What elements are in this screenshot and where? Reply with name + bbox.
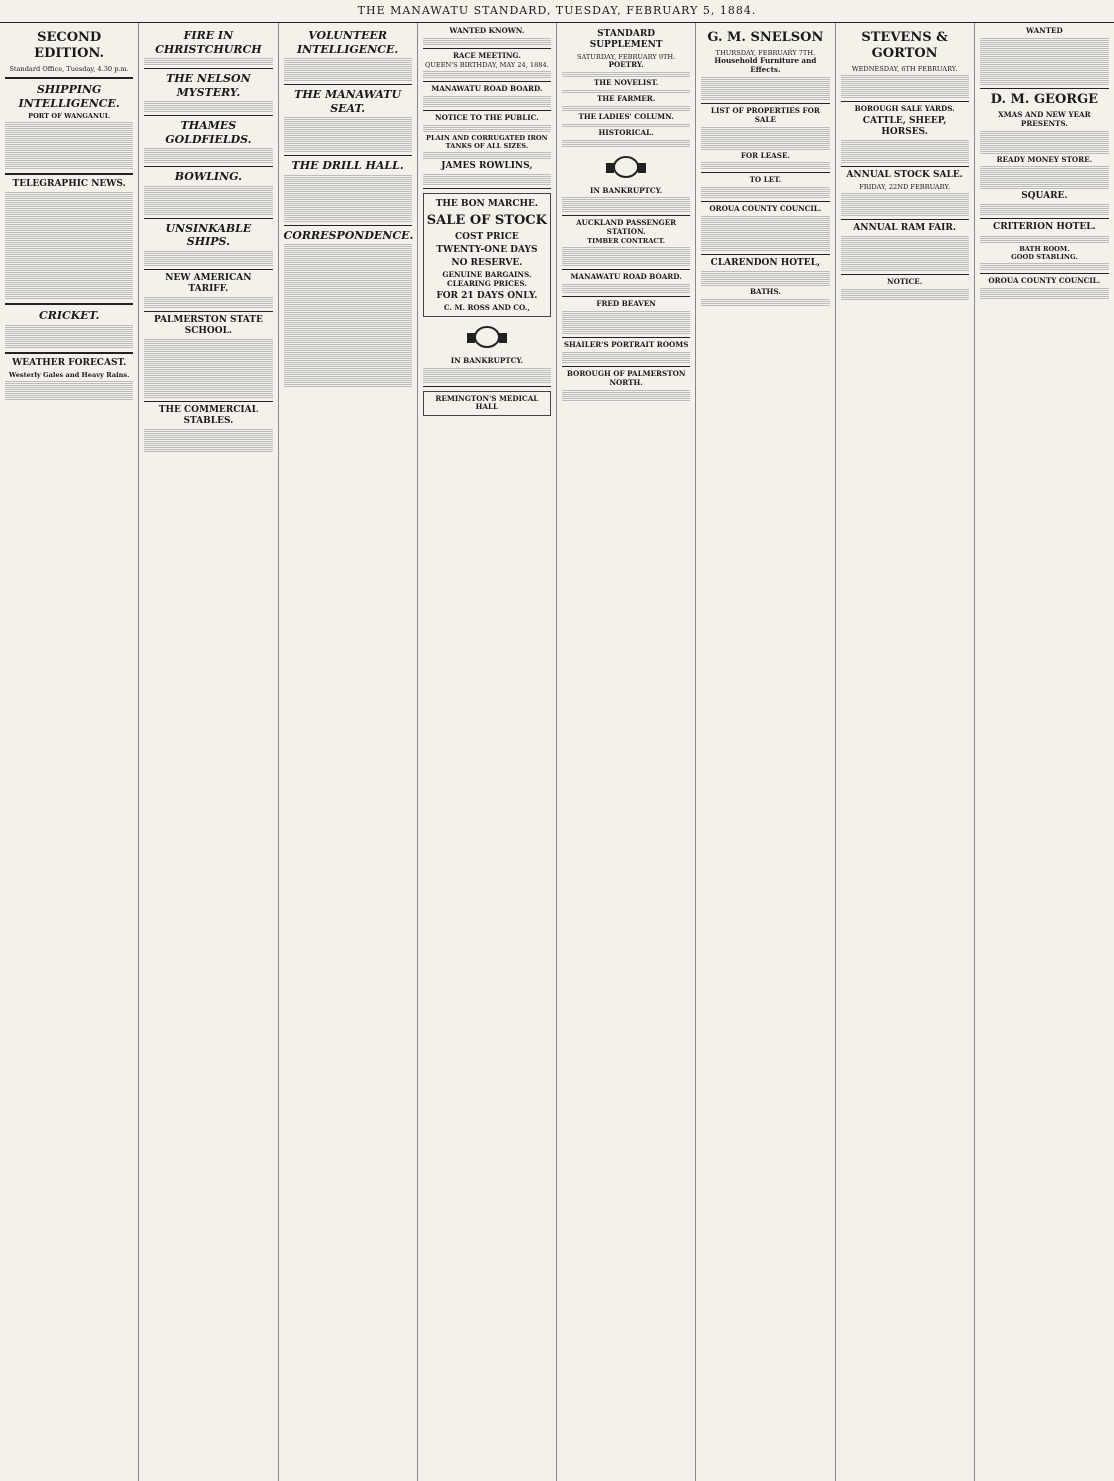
divider <box>5 77 133 79</box>
wanted-heading-8: WANTED <box>1025 26 1063 35</box>
clearing-prices: CLEARING PRICES. <box>447 278 527 288</box>
ross-name: C. M. ROSS AND CO., <box>443 302 530 312</box>
column-5 <box>557 23 696 1481</box>
oroua-heading-8: OROUA COUNTY COUNCIL. <box>988 275 1101 285</box>
thames-heading: THAMES GOLDFIELDS. <box>165 119 252 146</box>
sale-of-stock: SALE OF STOCK <box>426 212 547 228</box>
cost-price: COST PRICE <box>454 231 519 242</box>
farmer-heading: THE FARMER. <box>596 93 656 103</box>
supplement-heading: STANDARD SUPPLEMENT <box>589 29 663 51</box>
seat-heading: THE MANAWATU SEAT. <box>294 88 402 115</box>
ladies-heading: THE LADIES' COLUMN. <box>578 111 674 121</box>
bon-marche-heading: THE BON MARCHE. <box>435 198 538 209</box>
edition-heading: SECOND EDITION. <box>34 30 105 61</box>
column-3 <box>279 23 418 1481</box>
road-board-heading: MANAWATU ROAD BOARD. <box>431 83 543 93</box>
twenty-one-days: TWENTY-ONE DAYS <box>436 244 538 255</box>
correspondence-heading: CORRESPONDENCE. <box>283 228 414 242</box>
george-heading: D. M. GEORGE <box>990 91 1099 107</box>
unsinkable-heading: UNSINKABLE SHIPS. <box>165 221 252 249</box>
column-1 <box>0 23 139 1481</box>
column-7 <box>836 23 975 1481</box>
criterion-heading: CRITERION HOTEL. <box>993 222 1096 233</box>
genuine-bargains: GENUINE BARGAINS. <box>442 270 532 280</box>
masthead: THE MANAWATU STANDARD, TUESDAY, FEBRUARY 5, 1884. <box>0 0 1114 23</box>
bon-marche-ad <box>423 193 551 317</box>
notice-heading-7: NOTICE. <box>887 277 923 287</box>
lease-heading: FOR LEASE. <box>740 150 790 160</box>
let-heading: TO LET. <box>749 175 782 185</box>
wednesday-line: WEDNESDAY, 6TH FEBRUARY. <box>851 64 958 73</box>
ready-money-heading: READY MONEY STORE. <box>996 154 1093 164</box>
commercial-heading: THE COMMERCIAL STABLES. <box>158 404 258 426</box>
fred-beaven-heading: FRED BEAVEN <box>596 299 656 309</box>
queens-line: QUEEN'S BIRTHDAY, MAY 24, 1884. <box>424 60 549 69</box>
bankruptcy-heading-5: IN BANKRUPTCY. <box>589 185 663 195</box>
column-8 <box>975 23 1114 1481</box>
novelist-heading: THE NOVELIST. <box>593 78 659 88</box>
column-4 <box>418 23 557 1481</box>
cattle-heading: CATTLE, SHEEP, HORSES. <box>862 115 947 137</box>
rowlins-heading: JAMES ROWLINS, <box>441 160 533 171</box>
road-board-heading-5: MANAWATU ROAD BOARD. <box>570 272 682 282</box>
poetry-heading: POETRY. <box>608 60 644 70</box>
wanted-known-heading: WANTED KNOWN. <box>449 26 525 35</box>
remington-heading: REMINGTON'S MEDICAL HALL <box>435 393 539 412</box>
weather-heading: WEATHER FORECAST. <box>12 357 127 368</box>
timber-heading: TIMBER CONTRACT. <box>587 237 666 246</box>
square-heading: SQUARE. <box>1021 191 1068 202</box>
annual-stock-heading: ANNUAL STOCK SALE. <box>846 170 963 181</box>
sale-yards-heading: BOROUGH SALE YARDS. <box>854 104 955 114</box>
tanks-heading: PLAIN AND CORRUGATED IRON TANKS OF ALL SIZES. <box>426 133 548 150</box>
port-heading: PORT OF WANGANUI. <box>28 112 111 121</box>
cricket-heading: CRICKET. <box>38 309 100 323</box>
borough-heading: BOROUGH OF PALMERSTON NORTH. <box>566 368 686 387</box>
office-line: Standard Office, Tuesday, 4.30 p.m. <box>9 64 129 73</box>
thursday-line: THURSDAY, FEBRUARY 7TH. <box>715 48 816 57</box>
no-reserve: NO RESERVE. <box>451 258 523 268</box>
baths-heading: BATHS. <box>749 287 781 297</box>
column-6 <box>696 23 835 1481</box>
volunteer-heading: VOLUNTEER INTELLIGENCE. <box>297 29 399 56</box>
remington-ad <box>423 391 551 417</box>
friday-line: FRIDAY, 22ND FEBRUARY. <box>859 183 951 192</box>
fire-heading: FIRE IN CHRISTCHURCH <box>155 29 262 56</box>
shipping-heading: SHIPPING INTELLIGENCE. <box>18 83 120 110</box>
drill-heading: THE DRILL HALL. <box>291 159 404 173</box>
shailer-heading: SHAILER'S PORTRAIT ROOMS <box>563 339 689 349</box>
household-heading: Household Furniture and Effects. <box>714 56 817 74</box>
tariff-heading: NEW AMERICAN TARIFF. <box>165 272 252 294</box>
bath-room-heading: BATH ROOM. <box>1019 244 1070 253</box>
crest-icon <box>596 151 656 183</box>
historical-heading: HISTORICAL. <box>598 127 654 137</box>
weather-subheading: Westerly Gales and Heavy Rains. <box>8 370 130 379</box>
stabling-heading: GOOD STABLING. <box>1011 252 1078 261</box>
crest-icon <box>457 321 517 353</box>
auckland-heading: AUCKLAND PASSENGER STATION. <box>576 218 677 237</box>
property-heading: LIST OF PROPERTIES FOR SALE <box>710 105 820 124</box>
bowling-heading: BOWLING. <box>174 170 242 184</box>
race-heading: RACE MEETING. <box>452 50 521 60</box>
oroua-heading: OROUA COUNTY COUNCIL. <box>709 204 822 214</box>
ram-fair-heading: ANNUAL RAM FAIR. <box>853 223 956 234</box>
newspaper-columns <box>0 23 1114 1481</box>
only-days: FOR 21 DAYS ONLY. <box>436 290 538 301</box>
stevens-heading: STEVENS & GORTON <box>861 30 948 61</box>
notice-public-heading: NOTICE TO THE PUBLIC. <box>435 112 539 122</box>
clarendon-heading: CLARENDON HOTEL, <box>710 258 821 269</box>
bankruptcy-heading-4: IN BANKRUPTCY. <box>450 355 524 365</box>
xmas-heading: XMAS AND NEW YEAR PRESENTS. <box>998 109 1091 128</box>
telegraphic-heading: TELEGRAPHIC NEWS. <box>12 179 126 190</box>
nelson-heading: THE NELSON MYSTERY. <box>166 72 251 99</box>
snelson-heading: G. M. SNELSON <box>707 30 824 45</box>
school-heading: PALMERSTON STATE SCHOOL. <box>153 314 263 336</box>
column-2 <box>139 23 278 1481</box>
saturday-line: SATURDAY, FEBRUARY 9TH. <box>576 53 676 62</box>
